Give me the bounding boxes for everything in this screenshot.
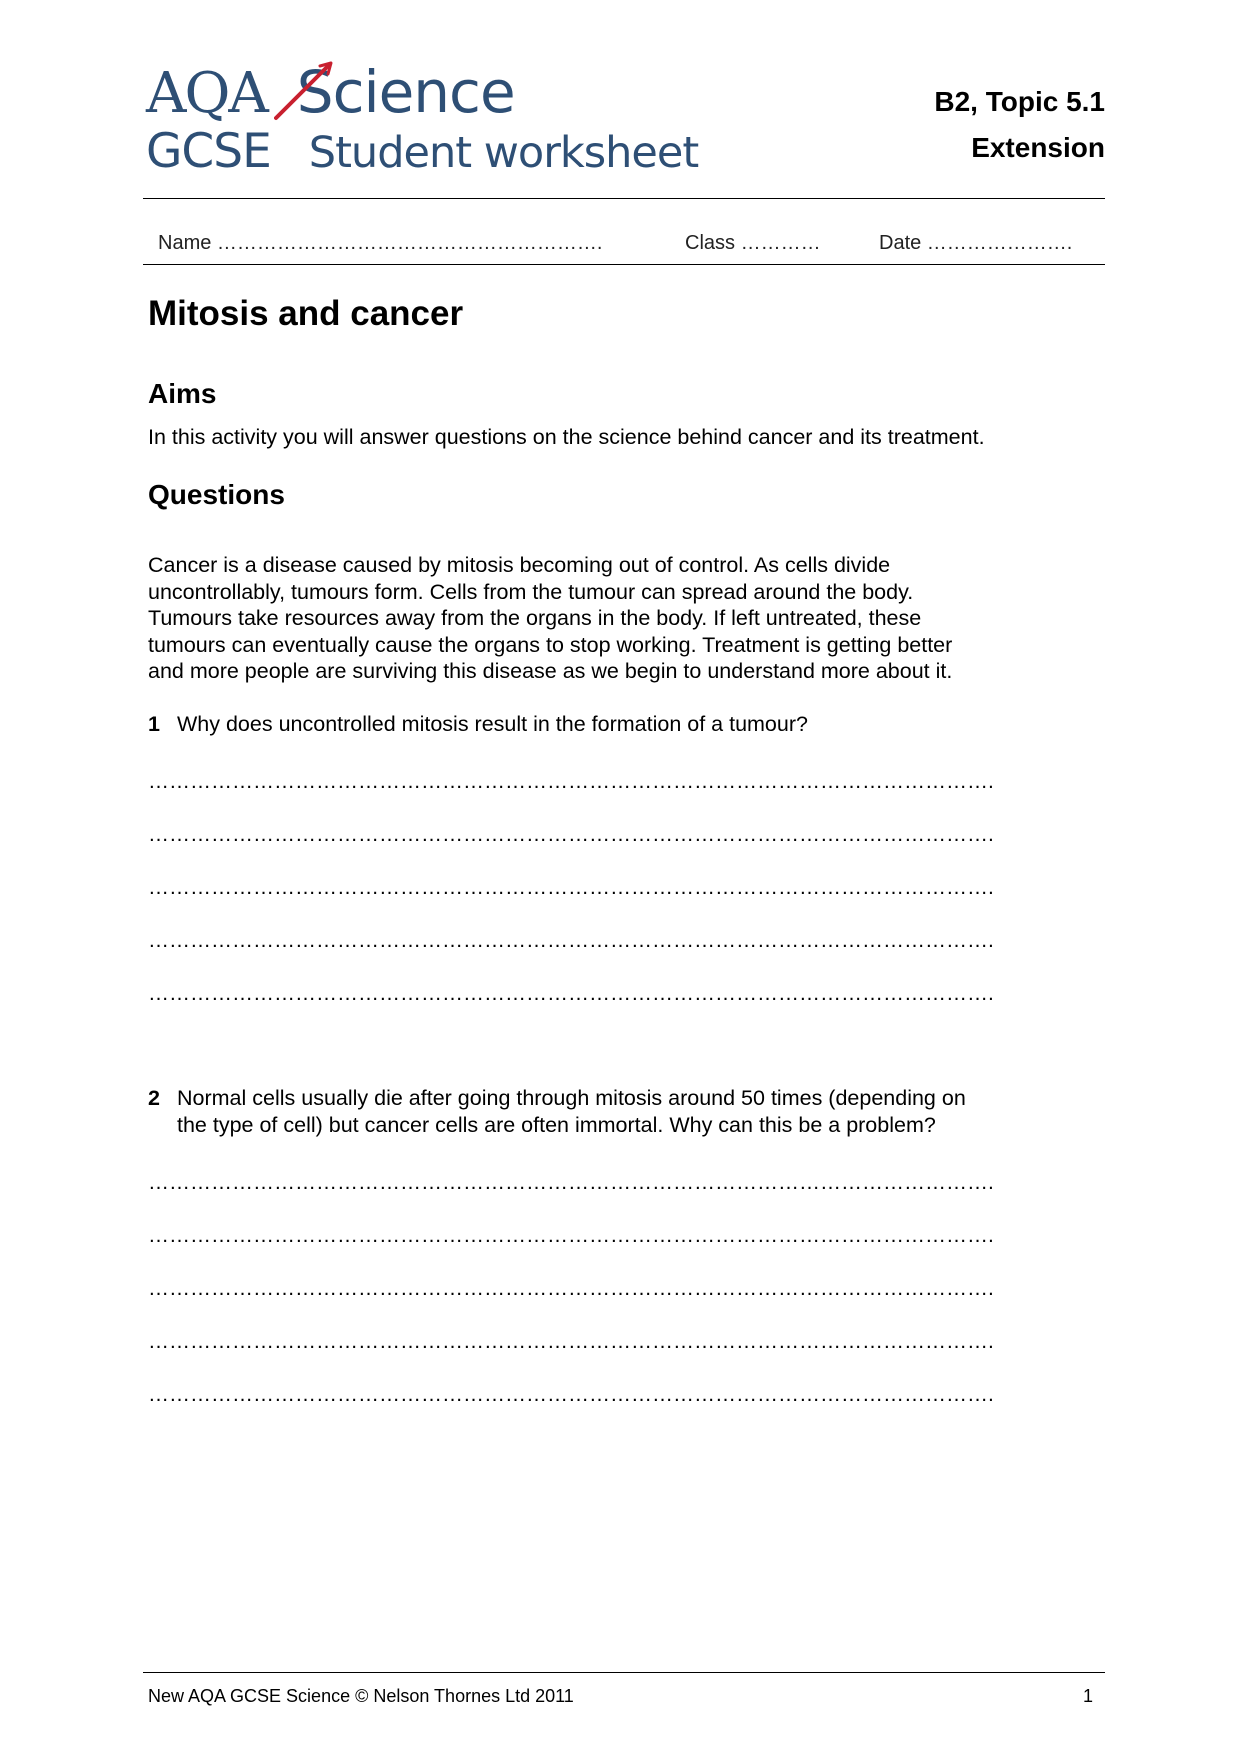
questions-heading: Questions	[148, 479, 285, 510]
footer-divider	[143, 1672, 1105, 1673]
class-field[interactable]: Class …………	[685, 232, 821, 254]
extension-label: Extension	[971, 132, 1105, 163]
question-2-number	[148, 1085, 177, 1112]
answer-line[interactable]: ………………………………………………………………………………………………………….	[148, 770, 994, 793]
answer-line[interactable]: ………………………………………………………………………………………………………….	[148, 1330, 994, 1353]
answer-line[interactable]: ………………………………………………………………………………………………………….	[148, 982, 994, 1005]
question-2-text	[177, 1085, 1057, 1138]
logo-level: GCSE	[146, 124, 271, 179]
intro-line: uncontrollably, tumours form. Cells from the tumour can spread around the body.	[148, 579, 914, 604]
questions-intro	[148, 552, 1068, 685]
logo-subject: Science	[296, 58, 515, 126]
answer-line[interactable]: ………………………………………………………………………………………………………….	[148, 823, 994, 846]
logo-swoosh-icon	[274, 60, 334, 122]
aims-text: In this activity you will answer questions on the science behind cancer and its treatment.	[148, 425, 985, 449]
intro-line: tumours can eventually cause the organs to stop working. Treatment is getting better	[148, 632, 953, 657]
answer-line[interactable]: ………………………………………………………………………………………………………….	[148, 1383, 994, 1406]
intro-line: Tumours take resources away from the organs in the body. If left untreated, these	[148, 606, 922, 630]
page-title: Mitosis and cancer	[148, 294, 464, 333]
date-field[interactable]: Date ………………….	[879, 232, 1073, 254]
intro-line: Cancer is a disease caused by mitosis becoming out of control. As cells divide	[148, 553, 891, 577]
footer-copyright: New AQA GCSE Science © Nelson Thornes Ltd 2011	[148, 1686, 574, 1706]
question-number: 1	[148, 712, 160, 736]
question-1-number	[148, 711, 177, 738]
question-number: 2	[148, 1086, 160, 1110]
logo-doc-type: Student worksheet	[308, 128, 699, 178]
answer-line[interactable]: ………………………………………………………………………………………………………….	[148, 1277, 994, 1300]
question-line: Normal cells usually die after going through mitosis around 50 times (depending on	[177, 1086, 966, 1110]
topic-label: B2, Topic 5.1	[934, 86, 1105, 117]
intro-line: and more people are surviving this disease as we begin to understand more about it.	[148, 659, 953, 683]
header-divider	[143, 198, 1105, 199]
logo-brand: AQA	[146, 61, 267, 126]
name-field[interactable]: Name ………………………………………………….	[158, 232, 603, 254]
page-number: 1	[1082, 1686, 1093, 1706]
logo-bottom-row	[146, 124, 698, 179]
question-1-text: Why does uncontrolled mitosis result in the formation of a tumour?	[177, 712, 808, 736]
question-line: the type of cell) but cancer cells are often immortal. Why can this be a problem?	[177, 1112, 936, 1137]
aqa-science-logo	[146, 58, 699, 179]
answer-line[interactable]: ………………………………………………………………………………………………………….	[148, 876, 994, 899]
fields-divider	[143, 264, 1105, 265]
aims-heading: Aims	[148, 378, 217, 409]
answer-line[interactable]: ………………………………………………………………………………………………………….	[148, 1224, 994, 1247]
answer-line[interactable]: ………………………………………………………………………………………………………….	[148, 1171, 994, 1194]
answer-line[interactable]: ………………………………………………………………………………………………………….	[148, 929, 994, 952]
